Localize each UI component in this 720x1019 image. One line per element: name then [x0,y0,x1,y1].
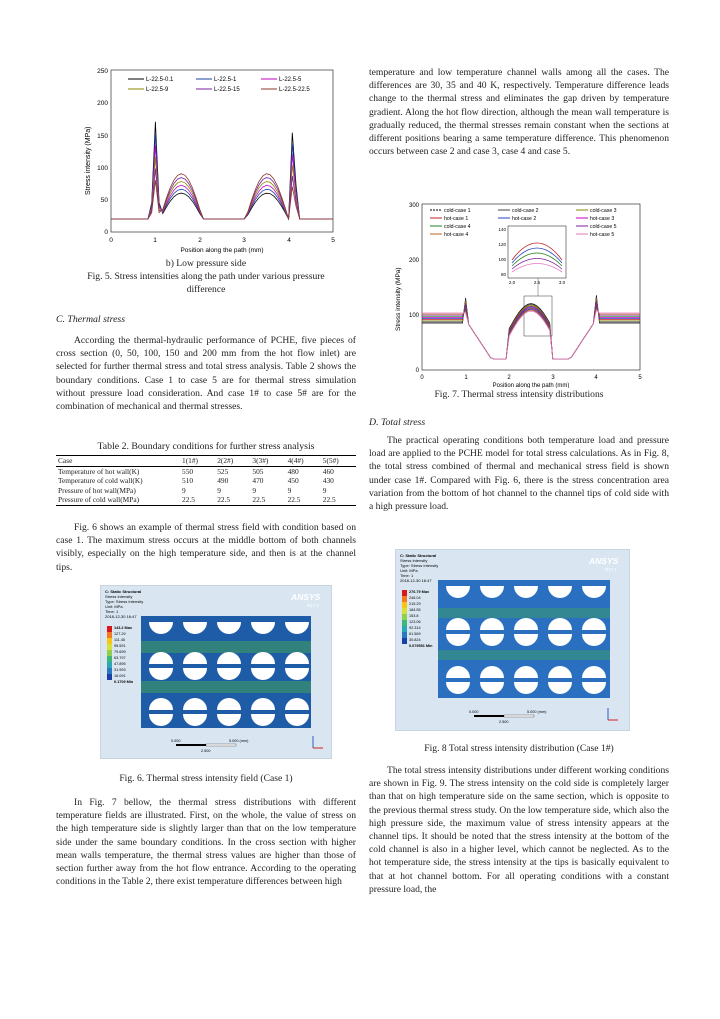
fig7-inset-xtick: 2.0 [508,280,516,285]
fig7-inset-xtick: 3.0 [558,280,566,285]
fig5-xtick: 0 [109,237,113,244]
fig7-legend-item: hot-case 5 [590,232,615,238]
fig5-subcaption: b) Low pressure side [165,258,247,269]
fig6-image [100,585,332,759]
fig5-legend-item: L-22.5-9 [146,87,169,93]
right-paragraph-3: The total stress intensity distributions under different working conditions are shown in Fig. 9. The stress intensity on the cold side is completely larger than that on high temperature side on the same section, which is opposite to the previous thermal stress study. On the low temperature side, which also the high pressure side, the maximum value of stress intensity appears at the channel tips. It should be noted that the stress intensity at the bottom of the cold channel is also in a higher level, which cannot be neglected. As to the hot temperature side, the stress intensity at the tips is basically equivalent to that at hot channel bottom. For all operating conditions with a constant pressure load, the [369,765,669,895]
fig7-legend-item: hot-case 2 [512,216,537,222]
fig5-ytick: 0 [104,229,108,236]
fig7-inset-xtick: 2.5 [533,280,541,285]
fig7-inset-ytick: 120 [498,242,506,247]
table2-caption: Table 2. Boundary conditions for further stress analysis [97,441,315,452]
scale-label: 2.500 [499,720,509,724]
table-cell: 9 [182,485,186,495]
fig6-title-line: 2018-12-30 16:47 [105,614,137,619]
fig7-xlabel: Position along the path (mm) [492,383,570,388]
fig5-xtick: 1 [153,237,157,244]
fig6-title-line: C: Static Structural [105,589,142,594]
fig6-caption: Fig. 6. Thermal stress intensity field (Case 1) [119,773,293,784]
table-cell: 505 [252,466,264,476]
fig5-xlabel: Position along the path (mm) [180,247,264,254]
section-c-paragraph: According the thermal-hydraulic performance of PCHE, five pieces of cross section (0, 50, 100, 150 and 200 mm from the hot flow inlet) are selected for further thermal stress and total stress analysis. Table 2 shows the boundary conditions. Case 1 to case 5 are for thermal stress simulation without pressure load consideration. And case 1# to case 5# are for the combination of mechanical and thermal stresses. [56,335,356,413]
fig6-legend-value: 143.2 Max [114,626,132,630]
fig7-legend-item: cold-case 4 [444,224,471,230]
fig8-color-legend [402,590,407,644]
fig6-legend-value: 63.797 [114,656,126,660]
fig6-color-legend [107,626,112,680]
ansys-logo: ANSYS [589,556,619,566]
table-cell: 510 [182,476,194,486]
fig7-ytick: 300 [408,203,419,209]
axis-triad-icon [313,736,323,748]
fig8-legend-value: 0.079551 Min [409,644,433,648]
fig8-legend-value: 246.04 [409,596,421,600]
table2-header: 2(2#) [215,456,250,467]
fig8-legend-value: 92.314 [409,626,421,630]
fig6-legend-value: 79.699 [114,650,126,654]
fig7-legend-item: hot-case 1 [444,216,469,222]
fig8-title-line: Time: 1 [400,573,414,578]
fig5-legend-item: L-22.5-1 [214,77,237,83]
fig8-scale-bar [469,710,547,724]
fig5-caption: Fig. 5. Stress intensities along the path under various pressure difference [87,271,325,295]
fig7-legend-item: cold-case 5 [590,224,617,230]
fig8-mesh [438,580,610,698]
ansys-version: R17.1 [605,567,618,572]
scale-label: 5.000 (mm) [527,710,547,714]
scale-label: 0.000 [171,739,181,743]
table-row [56,466,356,476]
table2-header: 3(3#) [250,456,285,467]
table-row [56,476,356,486]
table-cell: 460 [322,466,334,476]
table-cell: 22.5 [180,495,215,505]
section-d-heading: D. Total stress [369,417,426,428]
fig6-paragraph: Fig. 6 shows an example of thermal stress field with condition based on case 1. The maximum stress occurs at the middle bottom of both channels visibly, especially on the high temperature side, and then is at the channel tips. [56,522,356,573]
fig7-xtick: 1 [464,375,468,381]
fig5-legend-item: L-22.5-5 [279,77,302,83]
fig7-inset-ytick: 80 [500,272,506,277]
fig7-xtick: 3 [551,375,555,381]
fig6-legend-value: 47.895 [114,662,126,666]
fig5-chart [66,60,346,260]
right-paragraph-1: temperature and low temperature channel walls among all the cases. The differences are 30, 35 and 40 K, respectively. Temperature difference leads change to the thermal stress and eliminates the gap driven by temperature gradient. Along the hot flow direction, although the mean wall temperature is gradually reduced, the thermal stresses remain constant when the sections at different positions bearing a same temperature difference. This phenomenon occurs between case 2 and case 3, case 4 and case 5. [369,67,669,158]
fig7-xtick: 0 [420,375,424,381]
table-cell: Pressure of hot wall(MPa) [58,485,136,495]
table-cell: 450 [287,476,299,486]
fig7-ylabel: Stress intensity (MPa) [395,267,402,331]
fig8-legend-value: 276.79 Max [409,590,430,594]
fig5-ytick: 50 [100,197,108,204]
fig8-title-line: C: Static Structural [400,553,437,558]
table-cell: Pressure of cold wall(MPa) [56,495,180,505]
table-cell: Temperature of hot wall(K) [58,466,140,476]
fig7-ytick: 0 [415,368,419,374]
table2-header: 1(1#) [180,456,215,467]
scale-label: 5.000 (mm) [229,739,249,743]
fig8-caption: Fig. 8 Total stress intensity distribution (Case 1#) [424,743,614,754]
fig8-image [395,549,630,731]
fig6-title-block [105,589,143,619]
table-cell: 9 [287,485,292,495]
fig6-legend-value: 16.091 [114,674,126,678]
table-cell: Temperature of cold wall(K) [58,476,143,486]
fig6-title-line: Unit: MPa [105,604,123,609]
fig7-chart [386,196,648,388]
table2-header: Case [56,456,180,467]
fig7-yticks [409,203,420,374]
table-cell: 480 [287,466,299,476]
fig7-legend-item: hot-case 3 [590,216,615,222]
fig5-xticks [109,237,335,244]
fig8-title-line: Unit: MPa [400,568,418,573]
table-cell: 9 [322,485,327,495]
table-cell: 9 [217,485,221,495]
fig5-legend-item: L-22.5-15 [214,87,240,93]
fig8-legend-value: 215.29 [409,602,421,606]
fig8-legend-values [409,590,433,648]
section-d-paragraph: The practical operating conditions both temperature load and pressure load are applied to the PCHE model for total stress calculations. As in Fig. 8, the total stress combined of thermal and mechanical stress field is shown under case 1#. Compared with Fig. 6, there is the stress concentration area variation from the bottom of hot channel to the channel tips of cold side with a high pressure load. [369,435,669,513]
fig8-legend-value: 123.06 [409,620,421,624]
fig5-xtick: 5 [331,237,335,244]
fig5-ytick: 150 [97,133,108,140]
fig6-legend-value: 31.993 [114,668,126,672]
fig7-legend-item: cold-case 2 [512,208,539,214]
fig8-title-line: Stress Intensity [400,558,428,563]
fig5-legend-item: L-22.5-0.1 [146,77,174,83]
fig7-legend-item: cold-case 1 [444,208,471,214]
fig8-title-block [400,553,438,583]
fig7-caption: Fig. 7. Thermal stress intensity distributions [434,389,604,400]
table-cell: 470 [252,476,264,486]
fig6-title-line: Time: 1 [105,609,119,614]
table-cell: 22.5 [215,495,250,505]
fig5-ytick: 100 [97,165,108,172]
fig7-intro-paragraph: In Fig. 7 bellow, the thermal stress distributions with different temperature fields are illustrated. First, on the whole, the value of stress on the high temperature side is slightly larger than that on the low temperature side under the same boundary conditions. In the cross section with higher mean walls temperature, the thermal stress values are higher than those of section further away from the hot flow entrance. According to the operating conditions in the Table 2, there exist temperature differences between high [56,797,356,888]
fig8-title-line: 2018-12-30 16:47 [400,578,432,583]
fig7-legend-item: cold-case 3 [590,208,617,214]
table-row [56,486,356,496]
fig6-legend-value: 95.591 [114,644,126,648]
fig6-legend-value: 0.1709 Min [114,680,134,684]
fig8-title-line: Type: Stress Intensity [400,563,439,568]
axis-triad-icon [608,708,618,720]
table-cell: 490 [217,476,229,486]
fig5-ytick: 250 [97,68,108,75]
table2-header: 5(5#) [321,456,356,467]
fig6-legend-values [114,626,134,684]
fig6-title-line: Stress Intensity [105,594,133,599]
table-cell: 9 [252,485,257,495]
scale-label: 2.500 [201,749,211,753]
table-cell: 22.5 [286,495,321,505]
fig7-inset-ytick: 140 [498,227,506,232]
fig8-legend-value: 184.55 [409,608,421,612]
fig8-legend-value: 153.8 [409,614,419,618]
table-row [56,495,356,505]
table2 [56,455,356,506]
ansys-logo: ANSYS [291,592,321,602]
table2-header: 4(4#) [286,456,321,467]
table-cell: 22.5 [250,495,285,505]
fig5-legend-item: L-22.5-22.5 [279,87,310,93]
table-cell: 525 [217,466,229,476]
fig7-xtick: 4 [594,375,598,381]
fig7-legend-item: hot-case 4 [444,232,469,238]
fig6-title-line: Type: Stress Intensity [105,599,144,604]
fig5-xtick: 4 [287,237,291,244]
fig6-scale-bar [171,739,249,753]
fig7-xtick: 5 [638,375,642,381]
fig8-legend-value: 30.824 [409,638,421,642]
fig6-legend-value: 127.29 [114,632,126,636]
scale-label: 0.000 [469,710,479,714]
fig7-ytick: 100 [408,313,419,319]
table-cell: 430 [322,476,334,486]
fig8-legend-value: 61.569 [409,632,421,636]
fig7-xticks [420,375,642,381]
fig5-ytick: 200 [97,100,108,107]
section-c-heading: C. Thermal stress [56,314,126,325]
fig5-xtick: 2 [198,237,202,244]
fig6-legend-value: 111.45 [114,638,126,642]
fig7-ytick: 200 [408,258,419,264]
fig6-mesh [141,616,311,728]
table-cell: 550 [182,466,194,476]
table-cell: 22.5 [321,495,356,505]
fig5-xtick: 3 [242,237,246,244]
fig5-ylabel: Stress intensity (MPa) [85,126,92,195]
ansys-version: R17.1 [307,603,320,608]
fig7-inset-ytick: 100 [498,257,506,262]
fig5-yticks [97,68,108,236]
fig7-xtick: 2 [507,375,511,381]
